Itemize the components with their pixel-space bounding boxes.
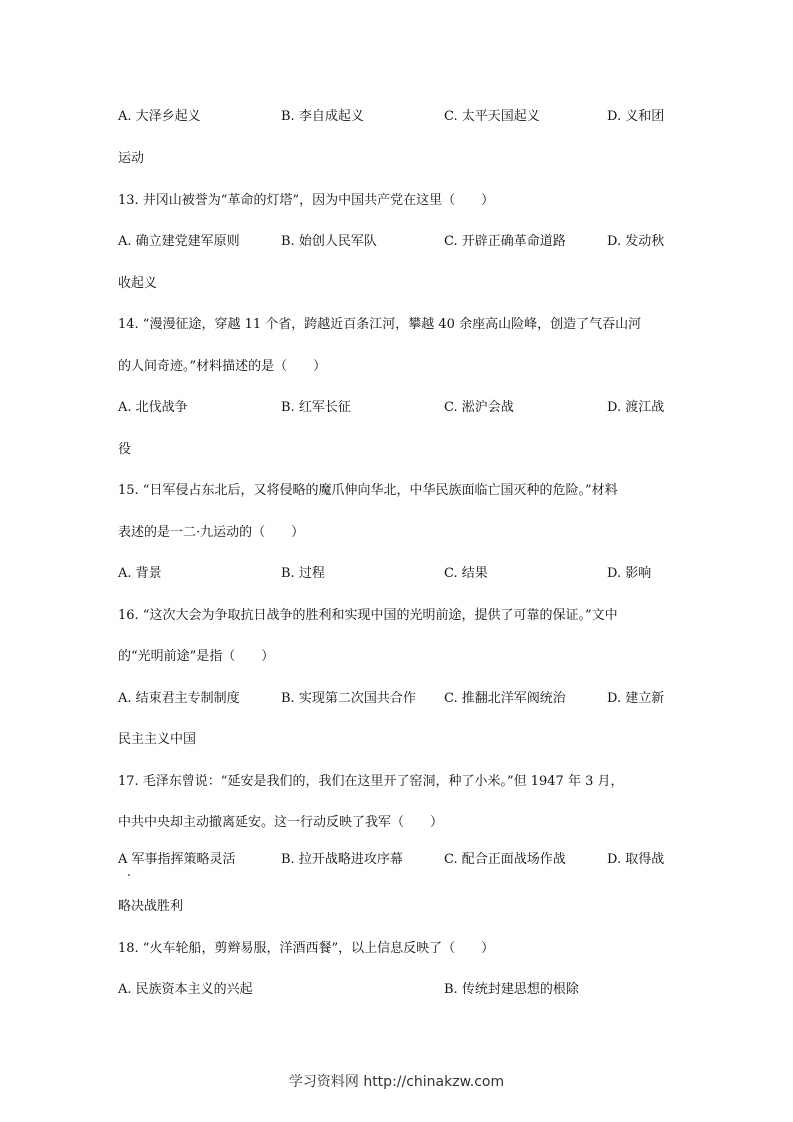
q12-option-b: B. 李自成起义	[281, 109, 364, 124]
q12-option-c: C. 太平天国起义	[444, 109, 540, 124]
q12-option-d: D. 义和团	[607, 109, 665, 124]
q13-stem: 13. 井冈山被誉为“革命的灯塔”，因为中国共产党在这里（ ）	[118, 193, 495, 208]
stray-dot	[128, 874, 130, 876]
q14-option-a: A. 北伐战争	[118, 400, 188, 415]
q18-option-b: B. 传统封建思想的根除	[444, 982, 579, 997]
page-footer: 学习资料网 http://chinakzw.com	[288, 1074, 505, 1090]
q15-option-c: C. 结果	[444, 566, 488, 581]
q15-stem-line1: 15. “日军侵占东北后，又将侵略的魔爪伸向华北，中华民族面临亡国灭种的危险。”材料	[118, 483, 618, 498]
q15-option-b: B. 过程	[281, 566, 325, 581]
q13-wrap: 收起义	[118, 276, 158, 291]
q12-wrap: 运动	[118, 151, 145, 166]
q16-stem-line1: 16. “这次大会为争取抗日战争的胜利和实现中国的光明前途，提供了可靠的保证。”文中	[118, 608, 618, 623]
q16-option-d: D. 建立新	[607, 691, 665, 706]
q12-option-a: A. 大泽乡起义	[118, 109, 201, 124]
q13-option-b: B. 始创人民军队	[281, 234, 377, 249]
q15-option-d: D. 影响	[607, 566, 652, 581]
q15-stem-line2: 表述的是一二·九运动的（ ）	[118, 525, 305, 540]
q16-option-c: C. 推翻北洋军阀统治	[444, 691, 566, 706]
q17-wrap: 略决战胜利	[118, 899, 184, 914]
q18-option-a: A. 民族资本主义的兴起	[118, 982, 253, 997]
q16-wrap: 民主主义中国	[118, 732, 197, 747]
q14-option-c: C. 淞沪会战	[444, 400, 514, 415]
q17-stem-line2: 中共中央却主动撤离延安。这一行动反映了我军（ ）	[118, 815, 444, 830]
q14-stem-line2: 的人间奇迹。”材料描述的是（ ）	[118, 359, 327, 374]
q13-option-c: C. 开辟正确革命道路	[444, 234, 566, 249]
q13-option-d: D. 发动秋	[607, 234, 665, 249]
q17-option-c: C. 配合正面战场作战	[444, 852, 566, 867]
q14-wrap: 役	[118, 442, 132, 457]
q14-stem-line1: 14. “漫漫征途，穿越 11 个省，跨越近百条江河，攀越 40 余座高山险峰，创造了气吞山河	[118, 317, 642, 332]
q17-option-d: D. 取得战	[607, 852, 665, 867]
q16-stem-line2: 的“光明前途”是指（ ）	[118, 649, 275, 664]
q14-option-b: B. 红军长征	[281, 400, 351, 415]
q17-option-b: B. 拉开战略进攻序幕	[281, 852, 403, 867]
q17-stem-line1: 17. 毛泽东曾说：“延安是我们的，我们在这里开了窑洞，种了小米。”但 1947 年 3 月，	[118, 774, 624, 789]
q16-option-b: B. 实现第二次国共合作	[281, 691, 416, 706]
q18-stem: 18. “火车轮船，剪辫易服，洋酒西餐”，以上信息反映了（ ）	[118, 941, 495, 956]
q16-option-a: A. 结束君主专制制度	[118, 691, 240, 706]
q17-option-a: A 军事指挥策略灵活	[118, 852, 236, 867]
q14-option-d: D. 渡江战	[607, 400, 665, 415]
q13-option-a: A. 确立建党建军原则	[118, 234, 240, 249]
q15-option-a: A. 背景	[118, 566, 162, 581]
